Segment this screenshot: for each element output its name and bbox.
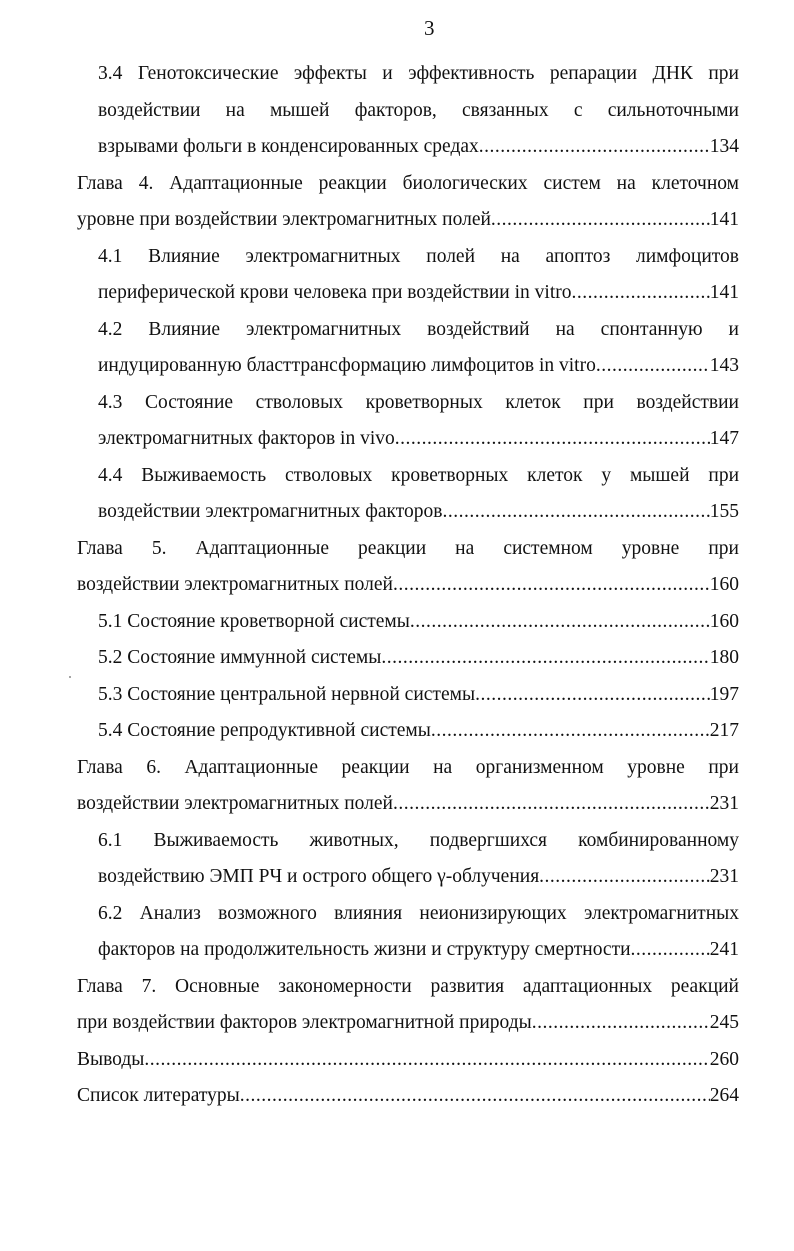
dot-leader [475, 677, 710, 714]
toc-page-number: 143 [709, 355, 739, 376]
toc-entry-last-line [98, 129, 739, 166]
toc-entry[interactable] [77, 1042, 739, 1079]
toc-entry-title: 5.3 Состояние центральной нервной системы [98, 683, 476, 705]
toc-entry[interactable] [77, 823, 739, 896]
toc-entry[interactable] [77, 750, 739, 823]
dot-leader [393, 786, 710, 823]
toc-entry-line: Глава 4. Адаптационные реакции биологических систем на клеточном [77, 172, 739, 194]
toc-entry-last-line [77, 1042, 739, 1079]
toc-entry[interactable] [77, 677, 739, 714]
toc-entry[interactable] [77, 896, 739, 969]
toc-entry-last-line [98, 640, 739, 677]
toc-entry-last-line [98, 677, 739, 714]
scan-speck [69, 676, 71, 678]
toc-entry-last-line [98, 604, 739, 641]
toc-entry[interactable] [77, 1078, 739, 1115]
toc-entry[interactable] [77, 239, 739, 312]
toc-entry-last-line [77, 567, 739, 604]
toc-entry-last-line [98, 859, 739, 896]
toc-page-number: 245 [709, 1012, 739, 1033]
toc-entry-line: Глава 7. Основные закономерности развития адаптационных реакций [77, 975, 739, 997]
toc-entry-line: Глава 6. Адаптационные реакции на организменном уровне при [77, 756, 739, 778]
toc-entry-title: факторов на продолжительность жизни и структуру смертности [98, 939, 631, 960]
toc-entry-line: 4.1 Влияние электромагнитных полей на апоптоз лимфоцитов [98, 245, 739, 267]
toc-entry-line: 3.4 Генотоксические эффекты и эффективность репарации ДНК при [98, 63, 739, 84]
toc-entry-line: 6.2 Анализ возможного влияния неионизирующих электромагнитных [98, 902, 739, 924]
dot-leader [431, 713, 710, 750]
toc-entry-title: воздействию ЭМП РЧ и острого общего γ-облучения [98, 866, 540, 887]
toc-entry[interactable] [77, 312, 739, 385]
toc-entry-title: воздействии электромагнитных полей [77, 574, 393, 595]
toc-page-number: 155 [709, 501, 739, 522]
table-of-contents [77, 56, 739, 1115]
toc-entry-last-line [98, 494, 739, 531]
toc-entry-title: воздействии электромагнитных факторов [98, 501, 443, 522]
toc-entry[interactable] [77, 604, 739, 641]
toc-entry-title: электромагнитных факторов in vivo [98, 428, 395, 449]
toc-entry-title: 5.4 Состояние репродуктивной системы [98, 720, 431, 741]
toc-entry-title: 5.2 Состояние иммунной системы [98, 647, 382, 668]
toc-page-number: 141 [709, 209, 739, 230]
toc-entry-title: Список литературы [77, 1085, 240, 1106]
page-number: 3 [424, 16, 435, 40]
dot-leader [395, 421, 710, 458]
toc-entry-title: 5.1 Состояние кроветворной системы [98, 610, 410, 632]
toc-page-number: 160 [709, 574, 739, 595]
toc-entry[interactable] [77, 640, 739, 677]
toc-entry-title: Выводы [77, 1048, 145, 1070]
toc-entry-last-line [98, 932, 739, 969]
toc-entry-last-line [98, 713, 739, 750]
toc-page-number: 197 [709, 683, 739, 705]
toc-entry-title: при воздействии факторов электромагнитной природы [77, 1012, 532, 1033]
toc-entry-title: периферической крови человека при воздействии in vitro [98, 282, 572, 303]
toc-page-number: 231 [709, 793, 739, 814]
toc-page-number: 141 [709, 282, 739, 303]
toc-page-number: 264 [709, 1085, 739, 1106]
toc-entry-last-line [98, 421, 739, 458]
toc-entry-title: воздействии электромагнитных полей [77, 793, 393, 814]
toc-entry-title: уровне при воздействии электромагнитных полей [77, 209, 491, 230]
toc-entry[interactable] [77, 458, 739, 531]
toc-entry-last-line [98, 275, 739, 312]
toc-entry[interactable] [77, 385, 739, 458]
toc-entry-line: воздействии на мышей факторов, связанных с сильноточными [98, 99, 739, 121]
toc-page-number: 241 [709, 939, 739, 960]
dot-leader [240, 1078, 710, 1115]
dot-leader [442, 494, 709, 531]
dot-leader [532, 1005, 710, 1042]
toc-entry-line: 6.1 Выживаемость животных, подвергшихся комбинированному [98, 829, 739, 851]
dot-leader [571, 275, 709, 312]
toc-page-number: 134 [709, 136, 739, 157]
toc-entry-last-line [98, 348, 739, 385]
toc-entry[interactable] [77, 56, 739, 166]
toc-entry-last-line [77, 1078, 739, 1115]
toc-page-number: 260 [709, 1048, 739, 1070]
dot-leader [491, 202, 710, 239]
toc-entry-line: 4.2 Влияние электромагнитных воздействий на спонтанную и [98, 318, 739, 340]
toc-entry-title: взрывами фольги в конденсированных средах [98, 136, 479, 157]
dot-leader [631, 932, 710, 969]
toc-entry-last-line [77, 202, 739, 239]
dot-leader [539, 859, 710, 896]
dot-leader [144, 1042, 709, 1079]
toc-entry-line: 4.4 Выживаемость стволовых кроветворных клеток у мышей при [98, 464, 739, 486]
toc-entry[interactable] [77, 969, 739, 1042]
toc-entry-line: 4.3 Состояние стволовых кроветворных клеток при воздействии [98, 391, 739, 413]
toc-entry[interactable] [77, 531, 739, 604]
toc-page-number: 180 [709, 647, 739, 668]
toc-page-number: 160 [709, 610, 739, 632]
toc-entry[interactable] [77, 713, 739, 750]
toc-entry-last-line [77, 786, 739, 823]
dot-leader [479, 129, 710, 166]
dot-leader [381, 640, 709, 677]
toc-page-number: 231 [709, 866, 739, 887]
toc-entry-title: индуцированную бласттрансформацию лимфоцитов in vitro [98, 355, 596, 376]
dot-leader [596, 348, 710, 385]
dot-leader [393, 567, 710, 604]
toc-page-number: 217 [709, 720, 739, 741]
toc-entry[interactable] [77, 166, 739, 239]
toc-entry-last-line [77, 1005, 739, 1042]
toc-page-number: 147 [709, 428, 739, 449]
toc-entry-line: Глава 5. Адаптационные реакции на системном уровне при [77, 537, 739, 559]
dot-leader [410, 604, 710, 641]
